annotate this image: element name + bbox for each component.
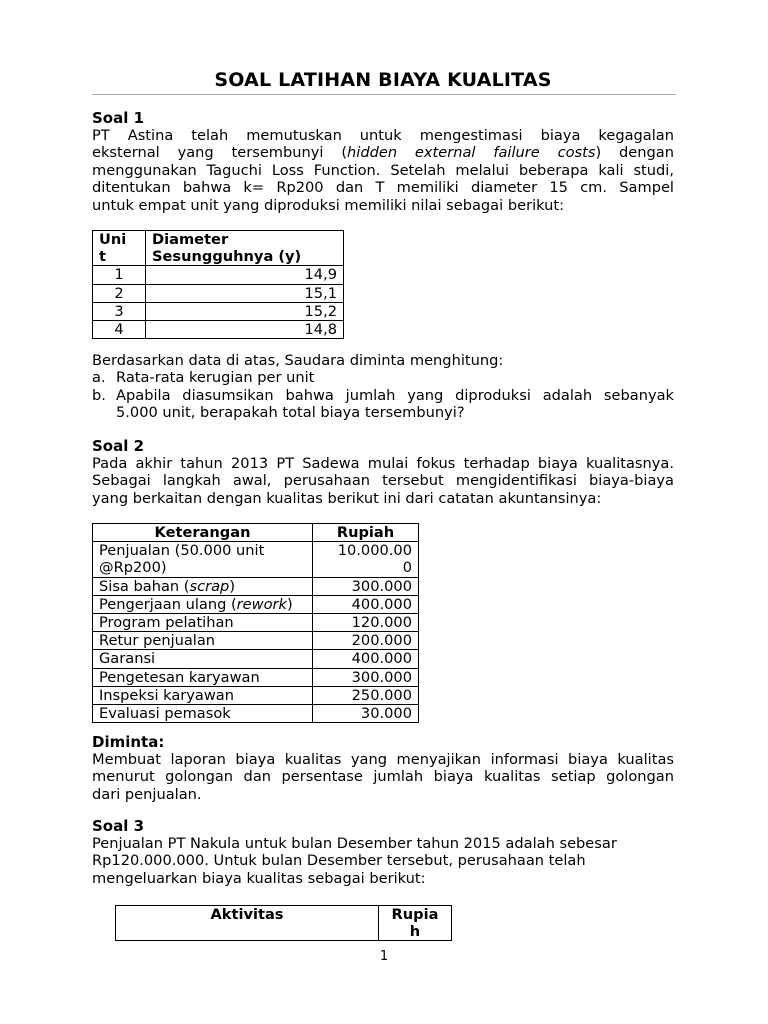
- diminta-paragraph: [92, 751, 674, 803]
- soal1-question: [92, 352, 674, 422]
- col-diameter-header-l1: Diameter: [152, 231, 229, 248]
- col-rupiah-header: [379, 906, 452, 941]
- rupiah-cell: 400.000: [313, 650, 419, 668]
- page-number: 1: [379, 949, 389, 964]
- diminta-line-2: menurut golongan dan persentase jumlah biaya kualitas setiap golongan: [92, 768, 674, 786]
- table-row: [93, 705, 419, 723]
- table-row: [93, 650, 419, 668]
- unit-cell: 1: [93, 266, 146, 284]
- soal1-paragraph: [92, 127, 674, 214]
- list-text: Rata-rata kerugian per unit: [116, 369, 315, 387]
- table-row: [93, 632, 419, 650]
- soal2-line-1: Pada akhir tahun 2013 PT Sadewa mulai fokus terhadap biaya kualitasnya.: [92, 455, 674, 472]
- soal1-line-2: [92, 144, 674, 161]
- soal1-italic-term: hidden external failure costs: [347, 144, 596, 162]
- keterangan-cell: Inspeksi karyawan: [93, 686, 313, 704]
- col-keterangan-header: Keterangan: [93, 524, 313, 542]
- keterangan-cell: Garansi: [93, 650, 313, 668]
- keterangan-cell: Program pelatihan: [93, 614, 313, 632]
- keterangan-close: ): [229, 577, 236, 595]
- keterangan-text: Pengerjaan ulang (: [99, 595, 237, 613]
- soal2-line-3: yang berkaitan dengan kualitas berikut ini dari catatan akuntansinya:: [92, 489, 602, 507]
- col-unit-header-l2: t: [99, 248, 106, 266]
- soal1-heading: Soal 1: [92, 109, 145, 127]
- table-row: [93, 266, 344, 284]
- title-underline: [92, 94, 676, 95]
- col-unit-header-l1: Uni: [99, 231, 127, 248]
- rupiah-cell: 120.000: [313, 614, 419, 632]
- soal2-table: [92, 523, 419, 723]
- unit-cell: 4: [93, 321, 146, 339]
- list-text-line-2: 5.000 unit, berapakah total biaya tersembunyi?: [116, 404, 465, 422]
- list-item: [92, 387, 674, 422]
- soal2-heading: Soal 2: [92, 437, 145, 455]
- rupiah-cell: 300.000: [313, 668, 419, 686]
- keterangan-cell: Evaluasi pemasok: [93, 705, 313, 723]
- diameter-cell: 15,1: [146, 284, 344, 302]
- rupiah-cell: 300.000: [313, 577, 419, 595]
- soal3-heading: Soal 3: [92, 817, 145, 835]
- list-text: [116, 387, 674, 422]
- unit-cell: 3: [93, 302, 146, 320]
- table-header-row: [93, 231, 344, 266]
- table-row: [93, 595, 419, 613]
- table-row: [93, 668, 419, 686]
- keterangan-cell: [93, 577, 313, 595]
- soal1-table: [92, 230, 344, 339]
- col-rupiah-header: Rupiah: [313, 524, 419, 542]
- list-item: [92, 369, 674, 386]
- keterangan-cell: [93, 542, 313, 577]
- soal1-ask: Berdasarkan data di atas, Saudara diminta menghitung:: [92, 352, 504, 369]
- table-header-row: [93, 524, 419, 542]
- col-diameter-header-l2: Sesungguhnya (y): [152, 248, 302, 266]
- rupiah-l1: 10.000.00: [337, 542, 412, 560]
- soal3-line-1: Penjualan PT Nakula untuk bulan Desember tahun 2015 adalah sebesar: [92, 835, 617, 852]
- soal3-line-3: mengeluarkan biaya kualitas sebagai berikut:: [92, 869, 426, 887]
- soal2-line-2: Sebagai langkah awal, perusahaan tersebut mengidentifikasi biaya-biaya: [92, 472, 674, 490]
- keterangan-cell: Retur penjualan: [93, 632, 313, 650]
- keterangan-cell: [93, 595, 313, 613]
- keterangan-italic: rework: [236, 595, 287, 613]
- table-row: [93, 542, 419, 577]
- soal1-line-3: menggunakan Taguchi Loss Function. Setelah melalui beberapa kali studi,: [92, 161, 674, 179]
- rupiah-cell: 400.000: [313, 595, 419, 613]
- document-title: SOAL LATIHAN BIAYA KUALITAS: [214, 69, 552, 91]
- soal1-line-2b: ) dengan: [595, 144, 674, 162]
- col-rupiah-header-l1: Rupia: [391, 906, 439, 923]
- list-text-line-1: Apabila diasumsikan bahwa jumlah yang diproduksi adalah sebanyak: [116, 386, 674, 404]
- soal1-line-2a: eksternal yang tersembunyi (: [92, 144, 348, 162]
- col-unit-header: [93, 231, 146, 266]
- keterangan-text: Sisa bahan (: [99, 577, 190, 595]
- diameter-cell: 14,9: [146, 266, 344, 284]
- table-row: [93, 302, 344, 320]
- keterangan-l1: Penjualan (50.000 unit: [99, 542, 265, 560]
- col-rupiah-header-l2: h: [409, 923, 421, 941]
- keterangan-cell: Pengetesan karyawan: [93, 668, 313, 686]
- table-header-row: [116, 906, 452, 941]
- diameter-cell: 14,8: [146, 321, 344, 339]
- table-row: [93, 284, 344, 302]
- table-row: [93, 577, 419, 595]
- keterangan-close: ): [286, 595, 293, 613]
- soal3-table: [115, 905, 452, 941]
- diminta-line-1: Membuat laporan biaya kualitas yang menyajikan informasi biaya kualitas: [92, 751, 674, 768]
- soal3-line-2: Rp120.000.000. Untuk bulan Desember tersebut, perusahaan telah: [92, 852, 586, 870]
- table-row: [93, 614, 419, 632]
- rupiah-cell: 250.000: [313, 686, 419, 704]
- diminta-line-3: dari penjualan.: [92, 785, 202, 803]
- list-marker: b.: [92, 386, 106, 404]
- table-row: [93, 321, 344, 339]
- soal3-paragraph: [92, 835, 674, 887]
- soal2-paragraph: [92, 455, 674, 507]
- col-diameter-header: [146, 231, 344, 266]
- table-row: [93, 686, 419, 704]
- col-aktivitas-header: Aktivitas: [116, 906, 379, 941]
- soal1-line-4: ditentukan bahwa k= Rp200 dan T memiliki diameter 15 cm. Sampel: [92, 179, 674, 197]
- rupiah-cell: 30.000: [313, 705, 419, 723]
- unit-cell: 2: [93, 284, 146, 302]
- keterangan-italic: scrap: [189, 577, 230, 595]
- rupiah-cell: 200.000: [313, 632, 419, 650]
- soal1-line-5: untuk empat unit yang diproduksi memiliki nilai sebagai berikut:: [92, 196, 565, 214]
- diminta-heading: Diminta:: [92, 733, 165, 751]
- rupiah-l2: 0: [402, 559, 412, 577]
- diameter-cell: 15,2: [146, 302, 344, 320]
- keterangan-l2: @Rp200): [99, 559, 167, 577]
- list-marker: a.: [92, 369, 106, 387]
- soal1-line-1: PT Astina telah memutuskan untuk mengestimasi biaya kegagalan: [92, 127, 674, 144]
- rupiah-cell: [313, 542, 419, 577]
